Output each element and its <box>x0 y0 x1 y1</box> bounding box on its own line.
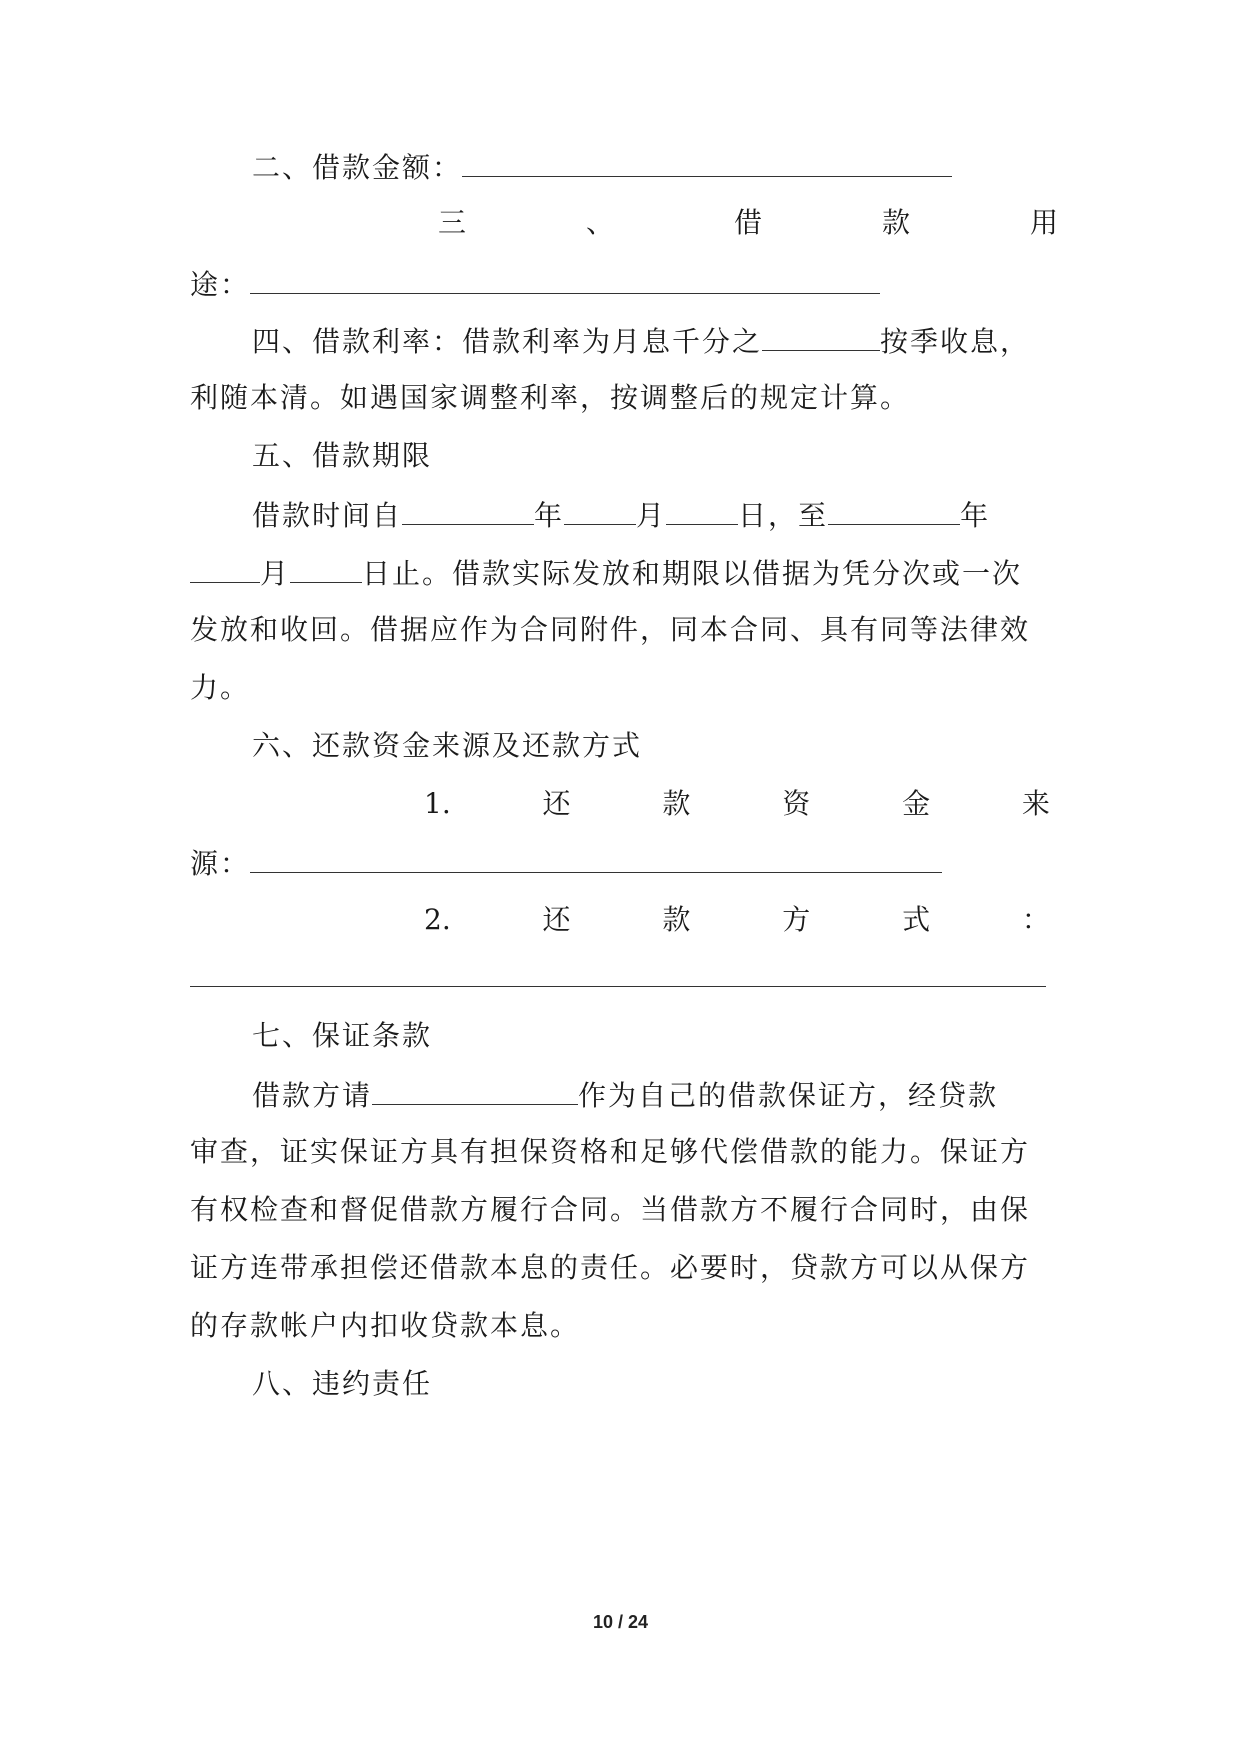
start-year-blank <box>402 494 534 525</box>
clause-7-line-5: 的存款帐户内扣收贷款本息。 <box>190 1309 581 1342</box>
clause-3-char: 用 <box>1029 206 1058 239</box>
clause-6-2-char: ： <box>1021 903 1050 936</box>
clause-6-2-char: 式 <box>902 903 931 936</box>
end-day-blank <box>290 552 362 583</box>
clause-4-text-b: 按季收息， <box>880 325 1031 358</box>
start-day-blank <box>666 494 738 525</box>
clause-7-title: 七、保证条款 <box>252 1019 433 1052</box>
clause-4-text-a: 四、借款利率：借款利率为月息千分之 <box>252 325 763 358</box>
clause-6-1-char: 金 <box>902 787 931 820</box>
clause-6-1-char: 资 <box>782 787 811 820</box>
clause-6-1-char: 来 <box>1021 787 1050 820</box>
year-label-2: 年 <box>960 499 991 532</box>
clause-5-line-3: 发放和收回。借据应作为合同附件，同本合同、具有同等法律效 <box>190 613 1031 646</box>
clause-3-char: 款 <box>881 206 910 239</box>
clause-3-purpose-line <box>190 263 1050 305</box>
end-month-blank <box>190 552 260 583</box>
year-label: 年 <box>534 499 565 532</box>
clause-3-char: 借 <box>733 206 762 239</box>
clause-7-line-1 <box>252 1074 1050 1116</box>
clause-7-text-b: 作为自己的借款保证方，经贷款 <box>578 1079 999 1112</box>
clause-5-line-4: 力。 <box>190 671 251 704</box>
clause-3-tail: 途： <box>190 268 251 301</box>
clause-5-end-text: 日止。借款实际发放和期限以借据为凭分次或一次 <box>362 557 1023 590</box>
page-number: 10 / 24 <box>592 1612 649 1632</box>
clause-6-1-source-line <box>190 842 1050 884</box>
clause-7-line-4: 证方连带承担偿还借款本息的责任。必要时，贷款方可以从保方 <box>190 1251 1031 1284</box>
month-label: 月 <box>636 499 667 532</box>
clause-2-label: 二、借款金额： <box>252 151 463 184</box>
clause-6-2-heading <box>424 900 1050 940</box>
clause-6-1-tail: 源： <box>190 847 251 880</box>
clause-6-1-char: 1. <box>424 787 451 820</box>
day-to-label: 日，至 <box>738 499 829 532</box>
start-month-blank <box>564 494 636 525</box>
clause-7-line-2: 审查，证实保证方具有担保资格和足够代偿借款的能力。保证方 <box>190 1135 1031 1168</box>
clause-3-char: 三 <box>438 206 467 239</box>
clause-6-2-char: 方 <box>782 903 811 936</box>
clause-6-1-char: 款 <box>662 787 691 820</box>
clause-6-2-char: 2. <box>424 903 451 936</box>
clause-5-period-line-2 <box>190 552 1050 594</box>
clause-4-rate <box>252 320 1050 362</box>
clause-7-line-3: 有权检查和督促借款方履行合同。当借款方不履行合同时，由保 <box>190 1193 1031 1226</box>
repayment-method-blank <box>190 986 1046 987</box>
guarantor-blank <box>372 1074 578 1105</box>
end-year-blank <box>828 494 960 525</box>
clause-5-title: 五、借款期限 <box>252 439 433 472</box>
fund-source-blank <box>250 842 942 873</box>
amount-blank <box>462 146 952 177</box>
clause-5-period-line-1 <box>252 494 1050 536</box>
clause-3-char: 、 <box>585 206 614 239</box>
clause-6-2-char: 还 <box>542 903 571 936</box>
clause-7-text-a: 借款方请 <box>252 1079 373 1112</box>
clause-4-line-2: 利随本清。如遇国家调整利率，按调整后的规定计算。 <box>190 381 911 414</box>
clause-6-2-char: 款 <box>662 903 691 936</box>
clause-5-from: 借款时间自 <box>252 499 403 532</box>
clause-3-purpose-heading <box>438 203 1058 243</box>
purpose-blank <box>250 263 880 294</box>
rate-blank <box>762 320 880 351</box>
clause-6-title: 六、还款资金来源及还款方式 <box>252 729 643 762</box>
clause-6-1-char: 还 <box>542 787 571 820</box>
clause-8-title: 八、违约责任 <box>252 1367 433 1400</box>
month-label-2: 月 <box>260 557 291 590</box>
clause-6-1-heading <box>424 784 1050 824</box>
clause-2-amount <box>252 146 1050 188</box>
